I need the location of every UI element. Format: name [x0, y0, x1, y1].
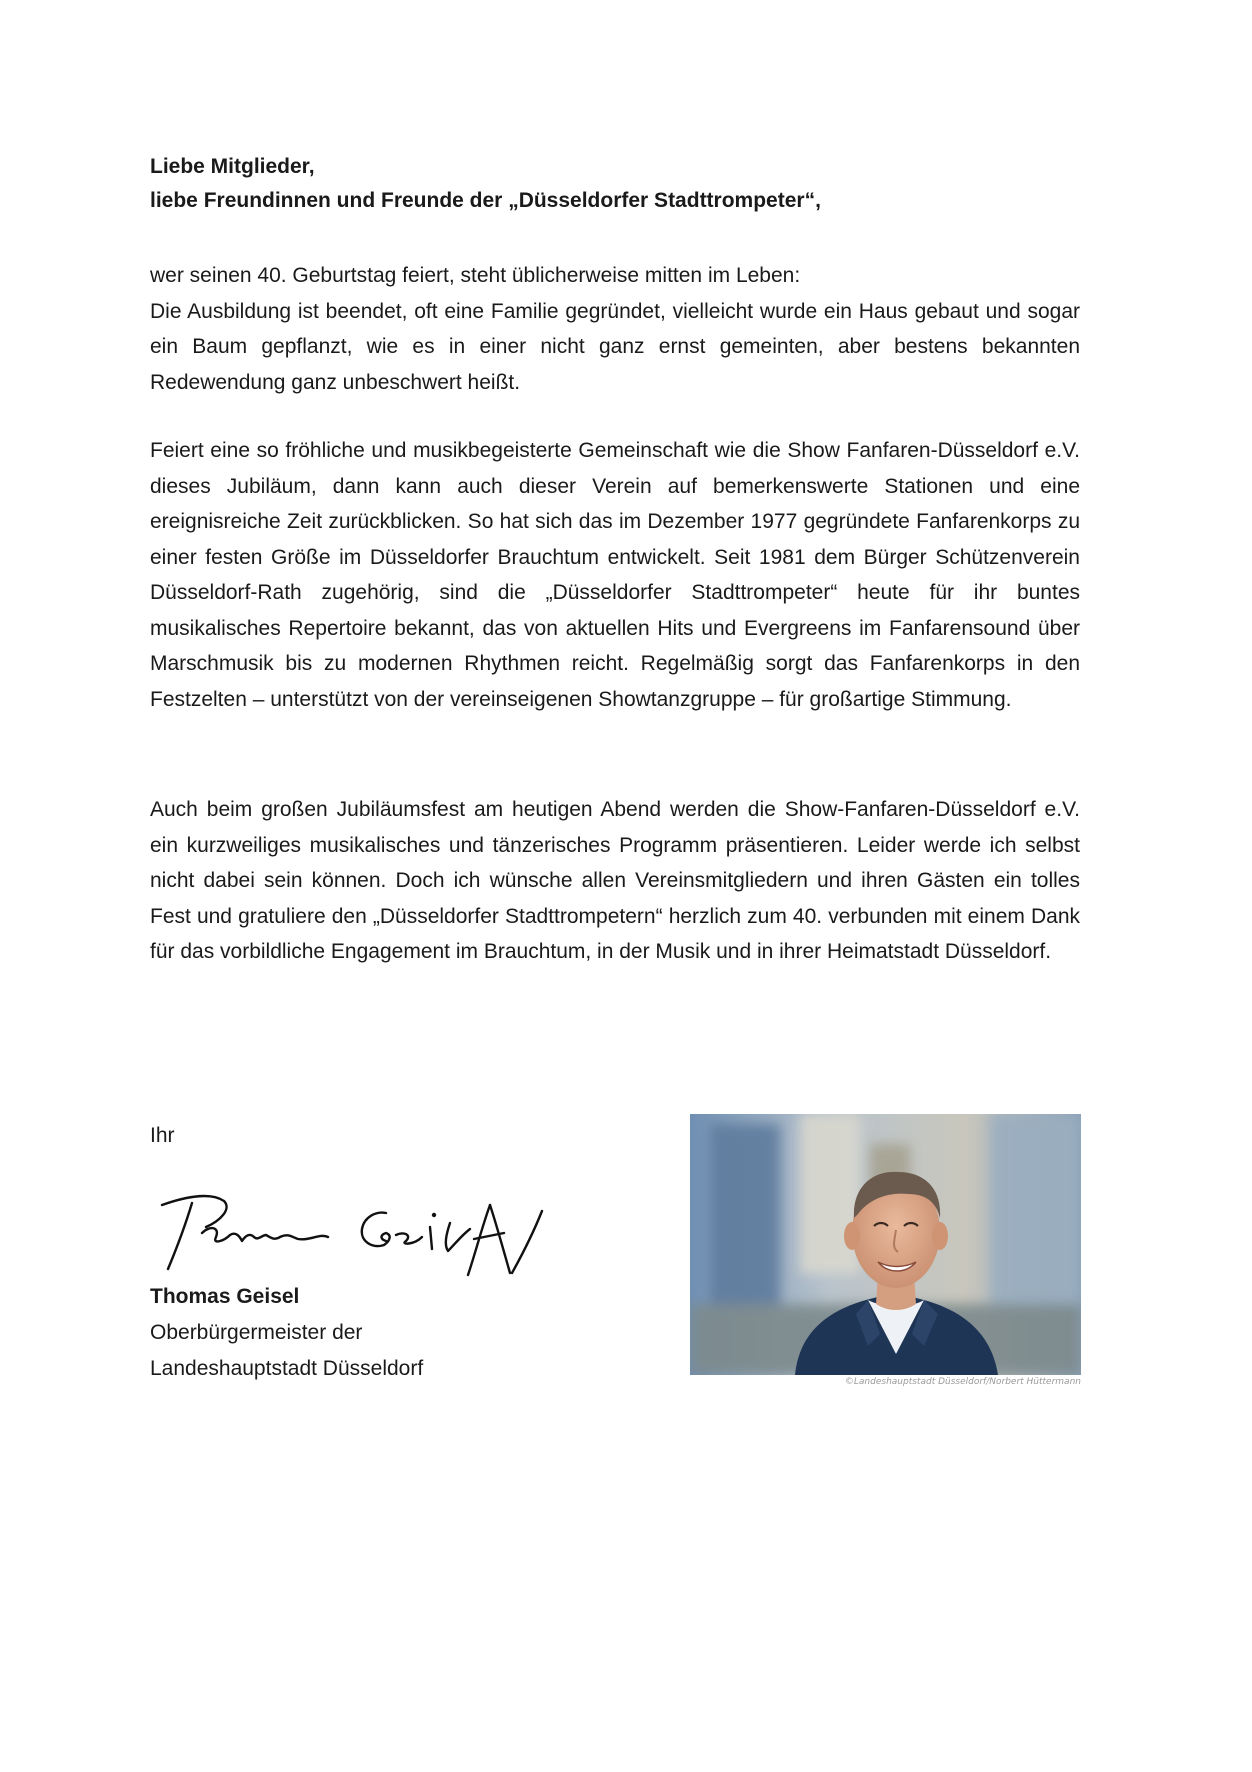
signer-block: [150, 1279, 423, 1387]
paragraph-2-text: Feiert eine so fröhliche und musikbegeisterte Gemeinschaft wie die Show Fanfaren-Düsseldorf e.V. dieses Jubiläum, dann kann auch dieser Verein auf bemerkenswerte Stationen und eine ereignisreiche Zeit zurückblicken. So hat sich das im Dezember 1977 gegründete Fanfarenkorps zu einer festen Größe im Düsseldorfer Brauchtum entwickelt. Seit 1981 dem Bürger Schützenverein Düsseldorf-Rath zugehörig, sind die „Düsseldorfer Stadttrompeter“ heute für ihr buntes musikalisches Repertoire bekannt, das von aktuellen Hits und Evergreens im Fanfarensound über Marschmusik bis zu modernen Rhythmen reicht. Regelmäßig sorgt das Fanfarenkorps in den Festzelten – unterstützt von der vereinseigenen Showtanzgruppe – für großartige Stimmung.: [150, 439, 1080, 711]
signer-title-1: Oberbürgermeister der: [150, 1321, 363, 1344]
paragraph-3: [150, 792, 1080, 970]
paragraph-1-intro: wer seinen 40. Geburtstag feiert, steht üblicherweise mitten im Leben:: [150, 264, 801, 287]
salutation-line-2: liebe Freundinnen und Freunde der „Düsseldorfer Stadttrompeter“,: [150, 189, 821, 212]
closing: Ihr: [150, 1124, 175, 1147]
paragraph-1-body: Die Ausbildung ist beendet, oft eine Familie gegründet, vielleicht wurde ein Haus gebaut und sogar ein Baum gepflanzt, wie es in einer nicht ganz ernst gemeinten, aber bestens bekannten Redewendung ganz unbeschwert heißt.: [150, 299, 1080, 394]
paragraph-1: [150, 258, 1080, 400]
portrait-photo: [690, 1114, 1081, 1375]
signature-image: [150, 1175, 560, 1285]
paragraph-2: [150, 433, 1080, 717]
photo-credit: ©Landeshauptstadt Düsseldorf/Norbert Hüttermann: [844, 1377, 1081, 1387]
salutation: [150, 150, 1080, 218]
signer-title-2: Landeshauptstadt Düsseldorf: [150, 1357, 424, 1380]
salutation-line-1: Liebe Mitglieder,: [150, 155, 315, 178]
paragraph-3-text: Auch beim großen Jubiläumsfest am heutigen Abend werden die Show-Fanfaren-Düsseldorf e.V. ein kurzweiliges musikalisches und tänzerisches Programm präsentieren. Leider werde ich selbst nicht dabei sein können. Doch ich wünsche allen Vereinsmitgliedern und ihren Gästen ein tolles Fest und gratuliere den „Düsseldorfer Stadttrompetern“ herzlich zum 40. verbunden mit einem Dank für das vorbildliche Engagement im Brauchtum, in der Musik und in ihrer Heimatstadt Düsseldorf.: [150, 798, 1080, 963]
signer-name: Thomas Geisel: [150, 1285, 300, 1308]
